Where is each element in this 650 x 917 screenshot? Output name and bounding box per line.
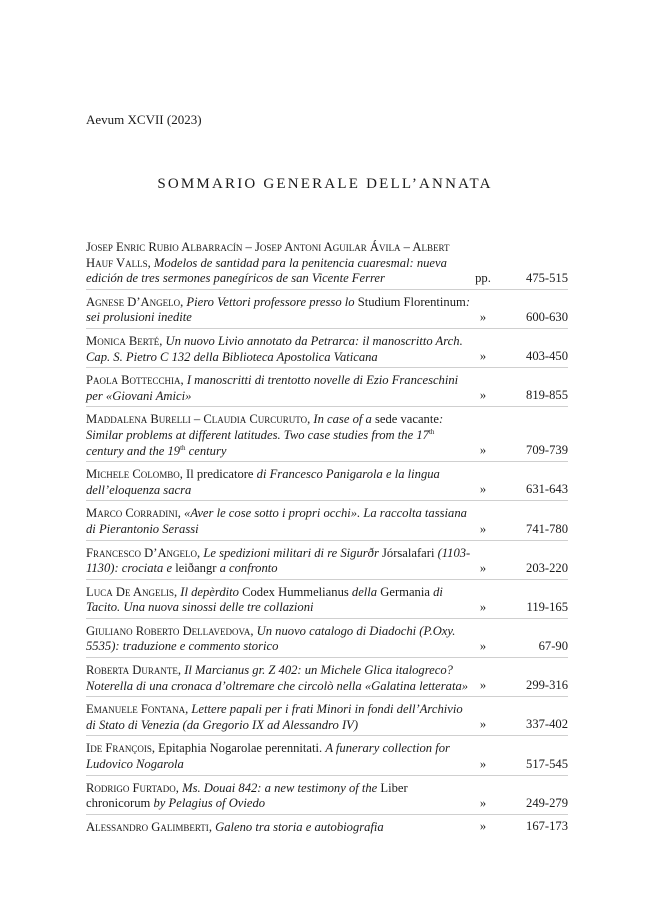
- page-range: 337-402: [526, 717, 568, 732]
- title-text: by Pelagius of Oviedo: [153, 796, 266, 811]
- roman-text: ,: [250, 623, 257, 638]
- page-range: 167-173: [526, 819, 568, 834]
- page-range: 249-279: [526, 795, 568, 810]
- entry-citation: [86, 663, 471, 694]
- toc-entry: [86, 506, 568, 540]
- toc-entry: [86, 546, 568, 580]
- toc-entry: [86, 663, 568, 697]
- roman-text: ,: [180, 294, 187, 309]
- page-marker: »: [479, 717, 487, 732]
- roman-text: sede vacante: [374, 412, 439, 427]
- page-marker: »: [479, 482, 487, 497]
- entry-citation: [86, 741, 471, 772]
- roman-text: ,: [177, 506, 185, 521]
- page-marker: »: [479, 599, 487, 614]
- toc-entry: [86, 585, 568, 619]
- page-range: 631-643: [526, 482, 568, 497]
- title-text: In case of a: [313, 412, 375, 427]
- entry-citation: [86, 781, 471, 812]
- entry-citation: [86, 467, 471, 498]
- page-marker: »: [479, 443, 487, 458]
- author-names: Alessandro Galimberti: [86, 819, 209, 834]
- roman-text: ,: [197, 545, 204, 560]
- roman-text: ,: [177, 663, 185, 678]
- page-range: 600-630: [526, 309, 568, 324]
- roman-text: Germania: [380, 584, 434, 599]
- superscript: th: [428, 427, 435, 436]
- toc-entry: [86, 295, 568, 329]
- roman-text: ,: [173, 584, 181, 599]
- page-range: 67-90: [538, 639, 568, 654]
- roman-text: ,: [159, 333, 166, 348]
- page-range: 203-220: [526, 560, 568, 575]
- entry-citation: [86, 546, 471, 577]
- page-range: 709-739: [526, 443, 568, 458]
- author-names: Paola Bottecchia: [86, 373, 181, 388]
- roman-text: Codex Hummelianus: [242, 584, 352, 599]
- entry-citation: [86, 585, 471, 616]
- author-names: Emanuele Fontana: [86, 702, 186, 717]
- page-range: 517-545: [526, 756, 568, 771]
- roman-text: ,: [175, 780, 183, 795]
- title-text: A funerary collection for Ludovico Nogarola: [86, 741, 450, 772]
- title-text: : sei prolusioni inedite: [86, 294, 471, 325]
- title-text: di Francesco Panigarola e la lingua dell’eloquenza sacra: [86, 467, 440, 497]
- toc-entry: [86, 624, 568, 658]
- title-text: Lettere papali per i frati Minori in fondi dell’Archivio di Stato di Venezia (da Gregorio IX ad Alessandro IV): [86, 702, 463, 732]
- superscript: th: [180, 443, 186, 452]
- page-marker: »: [479, 309, 487, 324]
- roman-text: ,: [147, 255, 154, 270]
- title-text: «Aver le cose sotto i propri occhi». La raccolta tassiana di Pierantonio Serassi: [86, 506, 467, 536]
- author-names: Agnese D’Angelo: [86, 294, 181, 309]
- entry-citation: [86, 624, 471, 655]
- title-text: Le spedizioni militari di re Sigurðr: [203, 545, 382, 560]
- author-names: Josep Enric Rubio Albarracín – Josep Antoni Aguilar Ávila – Albert Hauf Valls: [86, 240, 450, 270]
- page-title: SOMMARIO GENERALE DELL’ANNATA: [157, 176, 493, 192]
- title-text: : Similar problems at different latitudes. Two case studies from the 17: [86, 412, 444, 442]
- toc-entry: [86, 334, 568, 368]
- toc-entry: [86, 820, 568, 838]
- roman-text: , Epitaphia Nogarolae perennitati.: [151, 741, 326, 756]
- table-of-contents: [86, 240, 568, 842]
- author-names: Michele Colombo: [86, 467, 180, 482]
- author-names: Giuliano Roberto Dellavedova: [86, 623, 251, 638]
- author-names: Roberta Durante: [86, 663, 178, 678]
- page-marker: »: [479, 678, 487, 693]
- entry-citation: [86, 373, 471, 404]
- page-range: 741-780: [526, 521, 568, 536]
- toc-entry: [86, 702, 568, 736]
- author-names: Monica Berté: [86, 333, 160, 348]
- title-text: I manoscritti di trentotto novelle di Ezio Franceschini per «Giovani Amici»: [86, 373, 459, 403]
- roman-text: ,: [180, 373, 187, 388]
- toc-entry: [86, 781, 568, 815]
- toc-entry: [86, 467, 568, 501]
- page-range: 403-450: [526, 349, 568, 364]
- roman-text: ,: [185, 702, 192, 717]
- title-text: Modelos de santidad para la penitencia cuaresmal: nueva edición de tres sermones panegíricos de san Vicente Ferrer: [86, 255, 447, 286]
- entry-citation: [86, 240, 471, 287]
- roman-text: , Il predicatore: [179, 467, 257, 482]
- title-text: century and the 19: [86, 443, 181, 458]
- title-text: Piero Vettori professore presso lo: [186, 294, 358, 309]
- roman-text: Studium Florentinum: [357, 294, 466, 309]
- title-text: Galeno tra storia e autobiografia: [215, 819, 384, 834]
- page-marker: »: [479, 795, 487, 810]
- title-text: Il Marcianus gr. Z 402: un Michele Glica italogreco? Noterella di una cronaca d’oltremare che circolò nella «Galatina letterata»: [86, 663, 469, 693]
- page-marker: »: [479, 560, 487, 575]
- title-text: Un nuovo catalogo di Diadochi (P.Oxy. 5535): traduzione e commento storico: [86, 623, 456, 654]
- title-text: (1103-1130): crociata e: [86, 545, 471, 576]
- roman-text: ,: [208, 819, 216, 834]
- toc-entry: [86, 741, 568, 775]
- roman-text: ,: [307, 412, 314, 427]
- entry-citation: [86, 820, 471, 836]
- toc-entry: [86, 412, 568, 462]
- page-marker: »: [479, 349, 487, 364]
- title-text: Un nuovo Livio annotato da Petrarca: il manoscritto Arch. Cap. S. Pietro C 132 della Biblioteca Apostolica Vaticana: [86, 333, 463, 364]
- author-names: Ide François: [86, 741, 152, 756]
- title-text: a confronto: [216, 561, 278, 576]
- title-text: Ms. Douai 842: a new testimony of the: [182, 780, 381, 795]
- title-text: Il depèrdito: [180, 584, 243, 599]
- page-range: 475-515: [526, 270, 568, 285]
- entry-citation: [86, 506, 471, 537]
- author-names: Francesco D’Angelo: [86, 545, 198, 560]
- author-names: Luca De Angelis: [86, 584, 174, 599]
- roman-text: Liber chronicorum: [86, 780, 408, 811]
- page-range: 819-855: [526, 388, 568, 403]
- entry-citation: [86, 334, 471, 365]
- page-marker: »: [479, 388, 487, 403]
- title-text: di Tacito. Una nuova sinossi delle tre collazioni: [86, 584, 443, 615]
- page-marker: pp.: [475, 270, 491, 285]
- page-marker: »: [479, 639, 487, 654]
- author-names: Rodrigo Furtado: [86, 780, 176, 795]
- journal-header: Aevum XCVII (2023): [86, 112, 202, 127]
- toc-entry: [86, 240, 568, 290]
- title-text: della: [351, 584, 381, 599]
- page-range: 119-165: [526, 599, 568, 614]
- entry-citation: [86, 702, 471, 733]
- page-marker: »: [479, 521, 487, 536]
- roman-text: Jórsalafari: [382, 545, 435, 560]
- toc-entry: [86, 373, 568, 407]
- page-range: 299-316: [526, 678, 568, 693]
- roman-text: leiðangr: [175, 561, 217, 576]
- page-marker: »: [479, 756, 487, 771]
- author-names: Maddalena Burelli – Claudia Curcuruto: [86, 412, 308, 427]
- entry-citation: [86, 295, 471, 326]
- author-names: Marco Corradini: [86, 506, 178, 521]
- title-text: century: [185, 443, 227, 458]
- entry-citation: [86, 412, 471, 459]
- page-marker: »: [479, 819, 487, 834]
